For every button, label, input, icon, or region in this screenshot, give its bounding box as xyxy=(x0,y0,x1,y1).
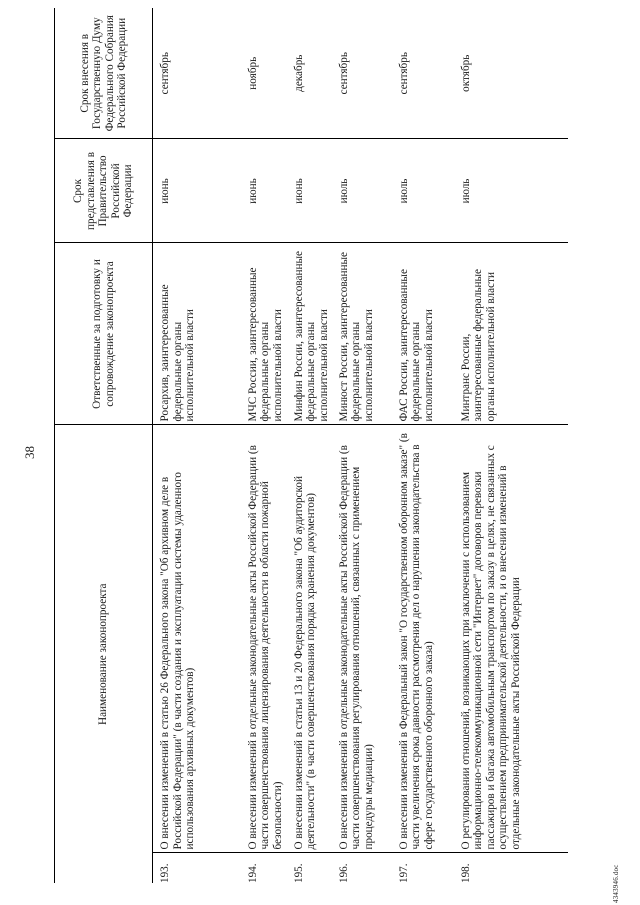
duma-submission-month: ноябрь xyxy=(245,8,291,139)
bill-name: О регулировании отношений, возникающих при заключении с использованием информационно-телекоммуникационной сети "Интернет" договоров перевозки пассажиров и багажа автомобильным транспортом по заказу в целях, не связанных с осуществлением предпринимательской деятельности, и о внесении изменений в отдельные законодательные акты Российской Федерации xyxy=(458,425,568,853)
responsible-agencies: Росархив, заинтересованные федеральные органы исполнительной власти xyxy=(153,243,245,425)
row-number: 198. xyxy=(459,863,472,883)
duma-submission-month: сентябрь xyxy=(396,8,458,139)
header-bill-name: Наименование законопроекта xyxy=(55,425,153,883)
row-number: 197. xyxy=(397,863,410,883)
document-code: 4343946.doc xyxy=(612,864,620,903)
government-submission-month: июль xyxy=(336,139,396,243)
government-submission-month: июнь xyxy=(291,139,336,243)
bill-name: О внесении изменений в статью 26 Федерального закона "Об архивном деле в Российской Федерации" (в части создания и эксплуатации системы удаленного использования архивных документов) xyxy=(153,425,245,853)
duma-submission-month: сентябрь xyxy=(153,8,245,139)
duma-submission-month: декабрь xyxy=(291,8,336,139)
government-submission-month: июнь xyxy=(245,139,291,243)
duma-submission-month: октябрь xyxy=(458,8,568,139)
row-number: 194. xyxy=(246,863,259,883)
table-row xyxy=(153,8,245,883)
row-number: 195. xyxy=(292,863,305,883)
bill-name: О внесении изменений в статьи 13 и 20 Федерального закона "Об аудиторской деятельности" (в части совершенствования порядка хранения документов) xyxy=(291,425,336,853)
header-duma-deadline: Срок внесения в Государственную Думу Федерального Собрания Российской Федерации xyxy=(55,8,153,139)
table-row xyxy=(396,8,458,883)
duma-submission-month: сентябрь xyxy=(336,8,396,139)
responsible-agencies: Минфин России, заинтересованные федеральные органы исполнительной власти xyxy=(291,243,336,425)
row-number: 193. xyxy=(159,863,171,883)
page-number: 38 xyxy=(22,446,37,459)
table-header xyxy=(55,8,153,883)
responsible-agencies: МЧС России, заинтересованные федеральные органы исполнительной власти xyxy=(245,243,291,425)
table-body xyxy=(153,8,568,883)
government-submission-month: июнь xyxy=(153,139,245,243)
table-row xyxy=(336,8,396,883)
responsible-agencies: Минюст России, заинтересованные федеральные органы исполнительной власти xyxy=(336,243,396,425)
header-responsible: Ответственные за подготовку и сопровождение законопроекта xyxy=(55,243,153,425)
government-submission-month: июль xyxy=(396,139,458,243)
bill-name: О внесении изменений в отдельные законодательные акты Российской Федерации (в части совершенствования регулирования отношений, связанных с применением процедуры медиации) xyxy=(336,425,396,853)
bill-name: О внесении изменений в Федеральный закон "О государственном оборонном заказе" (в части увеличения срока давности рассмотрения дел о нарушении законодательства в сфере государственного оборонного заказа) xyxy=(396,425,458,853)
bills-table xyxy=(54,8,568,883)
table-row xyxy=(291,8,336,883)
table-row xyxy=(245,8,291,883)
government-submission-month: июль xyxy=(458,139,568,243)
bill-name: О внесении изменений в отдельные законодательные акты Российской Федерации (в части совершенствования лицензирования деятельности в области пожарной безопасности) xyxy=(245,425,291,853)
row-number: 196. xyxy=(337,863,350,883)
responsible-agencies: Минтранс России, заинтересованные федеральные органы исполнительной власти xyxy=(458,243,568,425)
table-row xyxy=(458,8,568,883)
responsible-agencies: ФАС России, заинтересованные федеральные органы исполнительной власти xyxy=(396,243,458,425)
header-submit-deadline: Срок представления в Правительство Российской Федерации xyxy=(55,139,153,243)
